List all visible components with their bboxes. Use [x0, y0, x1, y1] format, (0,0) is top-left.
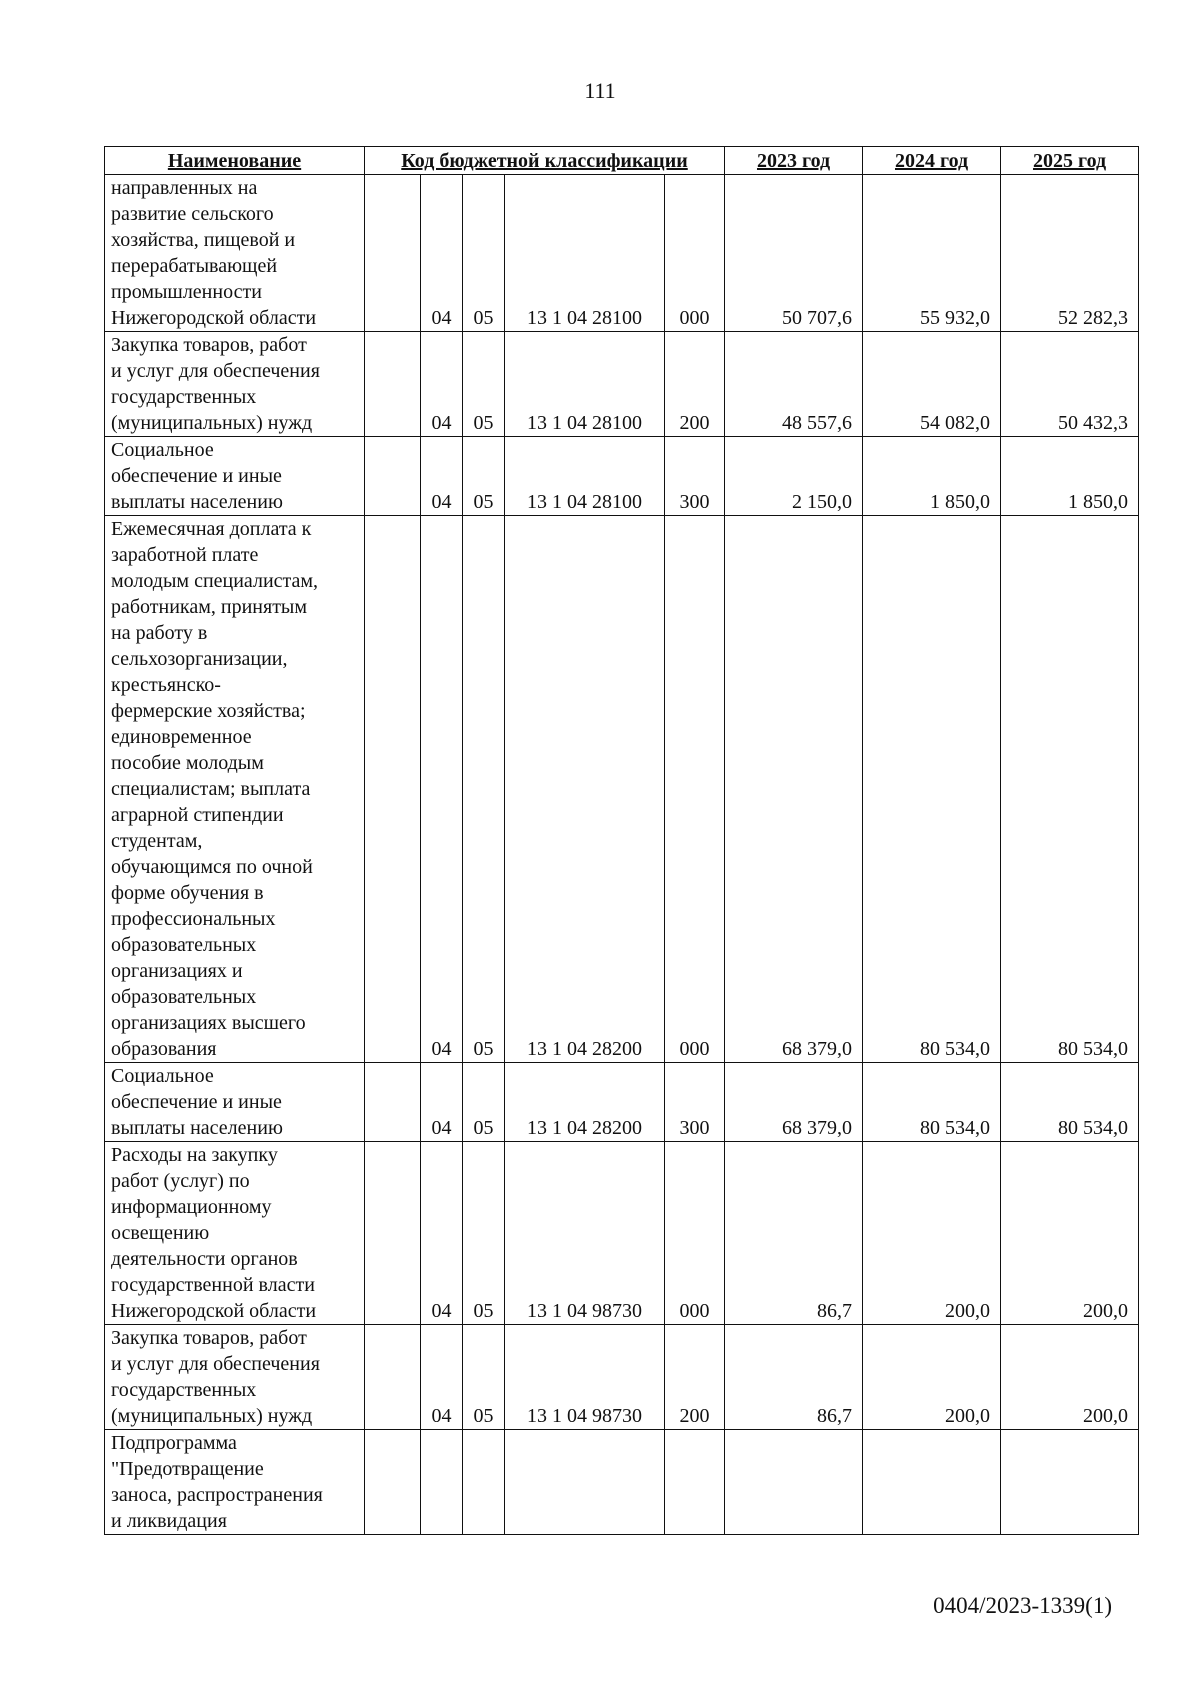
row-code-subsection: 05 — [463, 516, 505, 1063]
table-row — [105, 437, 1139, 516]
row-amount-2024: 1 850,0 — [863, 437, 1001, 516]
row-amount-2023: 86,7 — [725, 1142, 863, 1325]
row-amount-2025: 50 432,3 — [1001, 332, 1139, 437]
row-code-target: 13 1 04 28200 — [505, 516, 665, 1063]
row-amount-2024: 200,0 — [863, 1325, 1001, 1430]
row-name: Закупка товаров, работ и услуг для обеспечения государственных (муниципальных) нужд — [105, 332, 365, 437]
row-name: Расходы на закупку работ (услуг) по информационному освещению деятельности органов государственной власти Нижегородской области — [105, 1142, 365, 1325]
row-code-section: 04 — [421, 1325, 463, 1430]
row-code-subsection: 05 — [463, 175, 505, 332]
row-amount-2025: 1 850,0 — [1001, 437, 1139, 516]
row-code-expense-type: 300 — [665, 437, 725, 516]
table-row — [105, 1325, 1139, 1430]
row-code-subsection: 05 — [463, 1063, 505, 1142]
row-code-section: 04 — [421, 332, 463, 437]
row-name: Ежемесячная доплата к заработной плате молодым специалистам, работникам, принятым на работу в сельхозорганизации, крестьянско- фермерские хозяйства; единовременное пособие молодым специалистам; выплата аграрной стипендии студентам, обучающимся по очной форме обучения в профессиональных образовательных организациях и образовательных организациях высшего образования — [105, 516, 365, 1063]
table-row — [105, 1430, 1139, 1535]
row-code-target: 13 1 04 28100 — [505, 175, 665, 332]
header-name: Наименование — [105, 147, 365, 175]
table-row — [105, 1063, 1139, 1142]
row-blank-cell — [365, 1063, 421, 1142]
row-code-expense-type: 000 — [665, 516, 725, 1063]
row-code-target: 13 1 04 98730 — [505, 1325, 665, 1430]
row-amount-2023: 68 379,0 — [725, 516, 863, 1063]
row-amount-2023: 50 707,6 — [725, 175, 863, 332]
row-code-section: 04 — [421, 516, 463, 1063]
row-amount-2025: 80 534,0 — [1001, 516, 1139, 1063]
page-number: 111 — [584, 78, 616, 103]
table-row — [105, 332, 1139, 437]
row-amount-2023: 68 379,0 — [725, 1063, 863, 1142]
row-code-subsection — [463, 1430, 505, 1535]
row-amount-2023 — [725, 1430, 863, 1535]
row-code-expense-type — [665, 1430, 725, 1535]
document-number: 0404/2023-1339(1) — [933, 1593, 1112, 1618]
row-code-target: 13 1 04 28100 — [505, 437, 665, 516]
row-blank-cell — [365, 1325, 421, 1430]
row-code-section: 04 — [421, 1142, 463, 1325]
row-amount-2024: 55 932,0 — [863, 175, 1001, 332]
row-amount-2024: 200,0 — [863, 1142, 1001, 1325]
row-amount-2024: 80 534,0 — [863, 1063, 1001, 1142]
row-code-subsection: 05 — [463, 437, 505, 516]
row-code-target — [505, 1430, 665, 1535]
header-2024: 2024 год — [863, 147, 1001, 175]
row-blank-cell — [365, 1142, 421, 1325]
table-row — [105, 1142, 1139, 1325]
row-amount-2023: 48 557,6 — [725, 332, 863, 437]
row-name: Социальное обеспечение и иные выплаты населению — [105, 1063, 365, 1142]
table-row — [105, 516, 1139, 1063]
row-code-subsection: 05 — [463, 1142, 505, 1325]
header-2023: 2023 год — [725, 147, 863, 175]
row-blank-cell — [365, 1430, 421, 1535]
row-amount-2024: 80 534,0 — [863, 516, 1001, 1063]
row-code-expense-type: 200 — [665, 1325, 725, 1430]
row-blank-cell — [365, 332, 421, 437]
row-amount-2024 — [863, 1430, 1001, 1535]
row-code-target: 13 1 04 98730 — [505, 1142, 665, 1325]
header-2025: 2025 год — [1001, 147, 1139, 175]
row-name: Социальное обеспечение и иные выплаты населению — [105, 437, 365, 516]
row-code-section: 04 — [421, 437, 463, 516]
row-code-target: 13 1 04 28200 — [505, 1063, 665, 1142]
row-code-section — [421, 1430, 463, 1535]
table-header-row — [105, 147, 1139, 175]
header-code: Код бюджетной классификации — [365, 147, 725, 175]
table-body — [105, 175, 1139, 1535]
row-code-subsection: 05 — [463, 332, 505, 437]
row-blank-cell — [365, 516, 421, 1063]
row-name: направленных на развитие сельского хозяйства, пищевой и перерабатывающей промышленности Нижегородской области — [105, 175, 365, 332]
row-blank-cell — [365, 175, 421, 332]
row-code-section: 04 — [421, 1063, 463, 1142]
row-amount-2024: 54 082,0 — [863, 332, 1001, 437]
row-code-subsection: 05 — [463, 1325, 505, 1430]
budget-table — [104, 146, 1139, 1535]
row-blank-cell — [365, 437, 421, 516]
row-amount-2025: 52 282,3 — [1001, 175, 1139, 332]
row-code-expense-type: 300 — [665, 1063, 725, 1142]
row-amount-2023: 86,7 — [725, 1325, 863, 1430]
row-code-expense-type: 000 — [665, 1142, 725, 1325]
row-name: Закупка товаров, работ и услуг для обеспечения государственных (муниципальных) нужд — [105, 1325, 365, 1430]
row-code-expense-type: 200 — [665, 332, 725, 437]
row-name: Подпрограмма "Предотвращение заноса, распространения и ликвидация — [105, 1430, 365, 1535]
row-amount-2025 — [1001, 1430, 1139, 1535]
row-code-section: 04 — [421, 175, 463, 332]
row-amount-2025: 80 534,0 — [1001, 1063, 1139, 1142]
table-row — [105, 175, 1139, 332]
row-code-expense-type: 000 — [665, 175, 725, 332]
row-amount-2025: 200,0 — [1001, 1142, 1139, 1325]
row-amount-2025: 200,0 — [1001, 1325, 1139, 1430]
row-code-target: 13 1 04 28100 — [505, 332, 665, 437]
row-amount-2023: 2 150,0 — [725, 437, 863, 516]
